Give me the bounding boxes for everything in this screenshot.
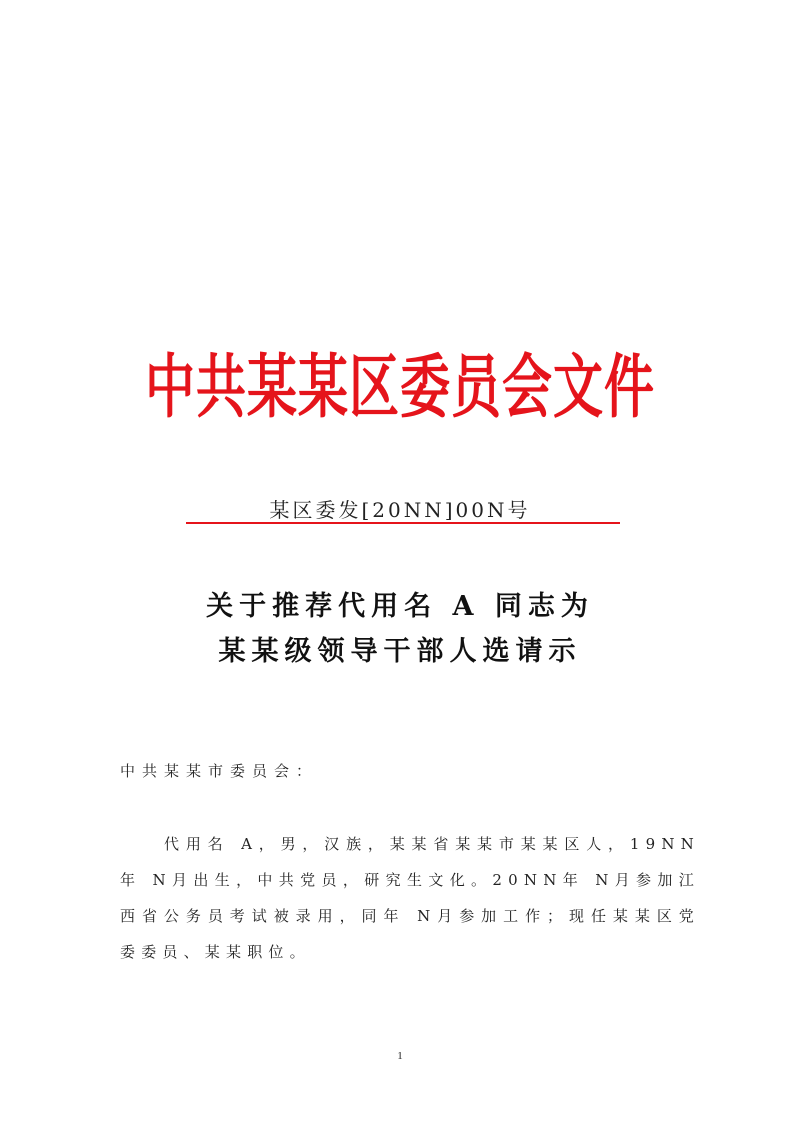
page-number: 1: [397, 1050, 403, 1062]
body-paragraph: 代用名 A，男，汉族，某某省某某市某某区人，19NN 年 N月出生，中共党员，研究生文化。20NN年 N月参加江西省公务员考试被录用，同年 N月参加工作；现任某某区党委委员、某某职位。: [120, 835, 700, 961]
document-masthead: 中共某某区委员会文件: [145, 345, 655, 428]
document-number: 某区委发[20NN]00N号: [269, 498, 531, 522]
red-separator-line: [186, 522, 620, 524]
title-line-1: 关于推荐代用名 A 同志为: [206, 591, 594, 622]
title-line-2: 某某级领导干部人选请示: [218, 636, 582, 667]
document-title: [0, 584, 800, 674]
salutation: 中共某某市委员会：: [120, 762, 319, 780]
